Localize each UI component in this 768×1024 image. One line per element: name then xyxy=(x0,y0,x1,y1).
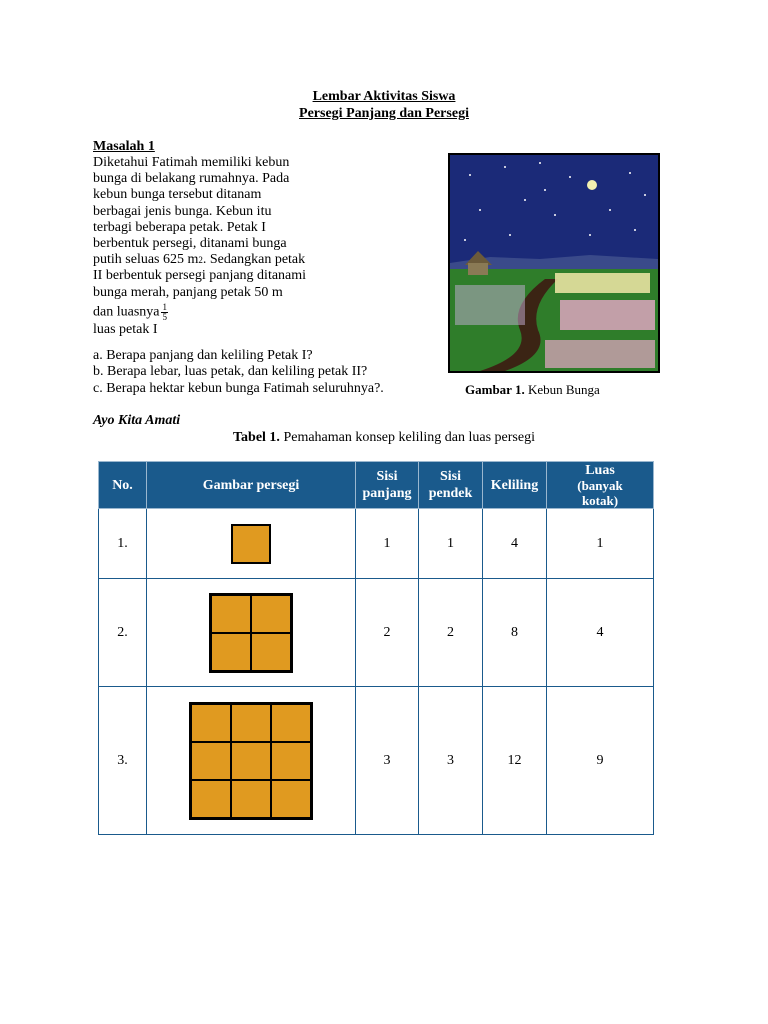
header-sisi-panjang-1: Sisi xyxy=(376,469,398,484)
cell-panjang: 2 xyxy=(356,579,419,687)
cell-no: 3. xyxy=(99,687,147,835)
title-line-1: Lembar Aktivitas Siswa xyxy=(312,89,456,104)
square-cell xyxy=(271,742,311,780)
figure-caption xyxy=(465,382,600,398)
square-cell xyxy=(271,704,311,742)
square-cell xyxy=(231,742,271,780)
fraction-denominator: 5 xyxy=(162,311,167,322)
concept-table xyxy=(98,461,654,835)
square-cell xyxy=(251,633,291,671)
square-cell xyxy=(251,595,291,633)
problem-line: berbentuk persegi, ditanami bunga xyxy=(93,236,287,252)
square-cell xyxy=(211,633,251,671)
area-text: putih seluas 625 m xyxy=(93,252,199,268)
square-cell xyxy=(191,780,231,818)
area-unit-superscript: 2 xyxy=(198,255,203,266)
fraction-line xyxy=(93,303,343,322)
square-cell xyxy=(232,525,270,563)
header-sisi-panjang-2: panjang xyxy=(362,486,412,501)
cell-luas: 4 xyxy=(547,579,654,687)
cell-panjang: 3 xyxy=(356,687,419,835)
square-cell xyxy=(191,742,231,780)
square-1x1 xyxy=(231,524,271,564)
cell-gambar xyxy=(147,509,356,579)
cell-no: 1. xyxy=(99,509,147,579)
cell-panjang: 1 xyxy=(356,509,419,579)
question-b: b. Berapa lebar, luas petak, dan keliling petak II? xyxy=(93,364,368,379)
header-luas-1: Luas xyxy=(585,463,615,478)
header-gambar: Gambar persegi xyxy=(147,462,356,509)
cell-keliling: 12 xyxy=(483,687,547,835)
problem-line: bunga di belakang rumahnya. Pada xyxy=(93,171,290,187)
fraction-numerator: 1 xyxy=(162,301,167,312)
problem-line: luas petak I xyxy=(93,321,158,337)
question-c: c. Berapa hektar kebun bunga Fatimah seluruhnya?. xyxy=(93,381,384,396)
problem-line: berbagai jenis bunga. Kebun itu xyxy=(93,203,272,219)
cell-keliling: 8 xyxy=(483,579,547,687)
cell-gambar xyxy=(147,687,356,835)
cell-luas: 9 xyxy=(547,687,654,835)
figure-caption-text: Kebun Bunga xyxy=(524,382,600,397)
question-a: a. Berapa panjang dan keliling Petak I? xyxy=(93,348,313,363)
fraction xyxy=(161,303,168,322)
cell-pendek: 2 xyxy=(419,579,483,687)
square-3x3 xyxy=(189,702,313,820)
square-2x2 xyxy=(209,593,293,673)
table-row xyxy=(99,509,654,579)
cell-pendek: 3 xyxy=(419,687,483,835)
header-sisi-pendek xyxy=(419,462,483,509)
header-no: No. xyxy=(99,462,147,509)
problem-line: bunga merah, panjang petak 50 m xyxy=(93,284,283,300)
problem-line: kebun bunga tersebut ditanam xyxy=(93,187,262,203)
problem-line: Diketahui Fatimah memiliki kebun xyxy=(93,155,290,170)
table-caption-text: Pemahaman konsep keliling dan luas persegi xyxy=(279,430,535,445)
header-luas-2: (banyak xyxy=(577,478,623,493)
area-tail: . Sedangkan petak xyxy=(202,252,306,268)
table-row xyxy=(99,687,654,835)
cell-keliling: 4 xyxy=(483,509,547,579)
cell-luas: 1 xyxy=(547,509,654,579)
header-sisi-pendek-2: pendek xyxy=(428,486,473,501)
header-luas-3: kotak) xyxy=(581,493,619,508)
figure-caption-label: Gambar 1. xyxy=(465,382,525,397)
square-cell xyxy=(231,780,271,818)
problem-line-area xyxy=(93,252,343,268)
cell-no: 2. xyxy=(99,579,147,687)
cell-gambar xyxy=(147,579,356,687)
table-caption-label: Tabel 1. xyxy=(232,430,280,445)
header-sisi-panjang xyxy=(356,462,419,509)
table-row xyxy=(99,579,654,687)
square-cell xyxy=(271,780,311,818)
table-caption xyxy=(0,430,768,446)
header-keliling: Keliling xyxy=(483,462,547,509)
garden-illustration xyxy=(448,153,660,373)
header-sisi-pendek-1: Sisi xyxy=(439,469,461,484)
cell-pendek: 1 xyxy=(419,509,483,579)
table-header-row xyxy=(99,462,654,509)
problem-text xyxy=(93,155,343,338)
ayo-kita-amati: Ayo Kita Amati xyxy=(93,413,181,428)
title-line-2: Persegi Panjang dan Persegi xyxy=(299,106,469,121)
header-luas xyxy=(547,462,654,509)
garden-picture xyxy=(450,155,658,371)
problem-heading: Masalah 1 xyxy=(93,139,155,154)
square-cell xyxy=(211,595,251,633)
square-cell xyxy=(191,704,231,742)
problem-line: II berbentuk persegi panjang ditanami xyxy=(93,268,307,284)
fraction-prefix: dan luasnya xyxy=(93,304,160,320)
problem-line: terbagi beberapa petak. Petak I xyxy=(93,219,266,235)
square-cell xyxy=(231,704,271,742)
